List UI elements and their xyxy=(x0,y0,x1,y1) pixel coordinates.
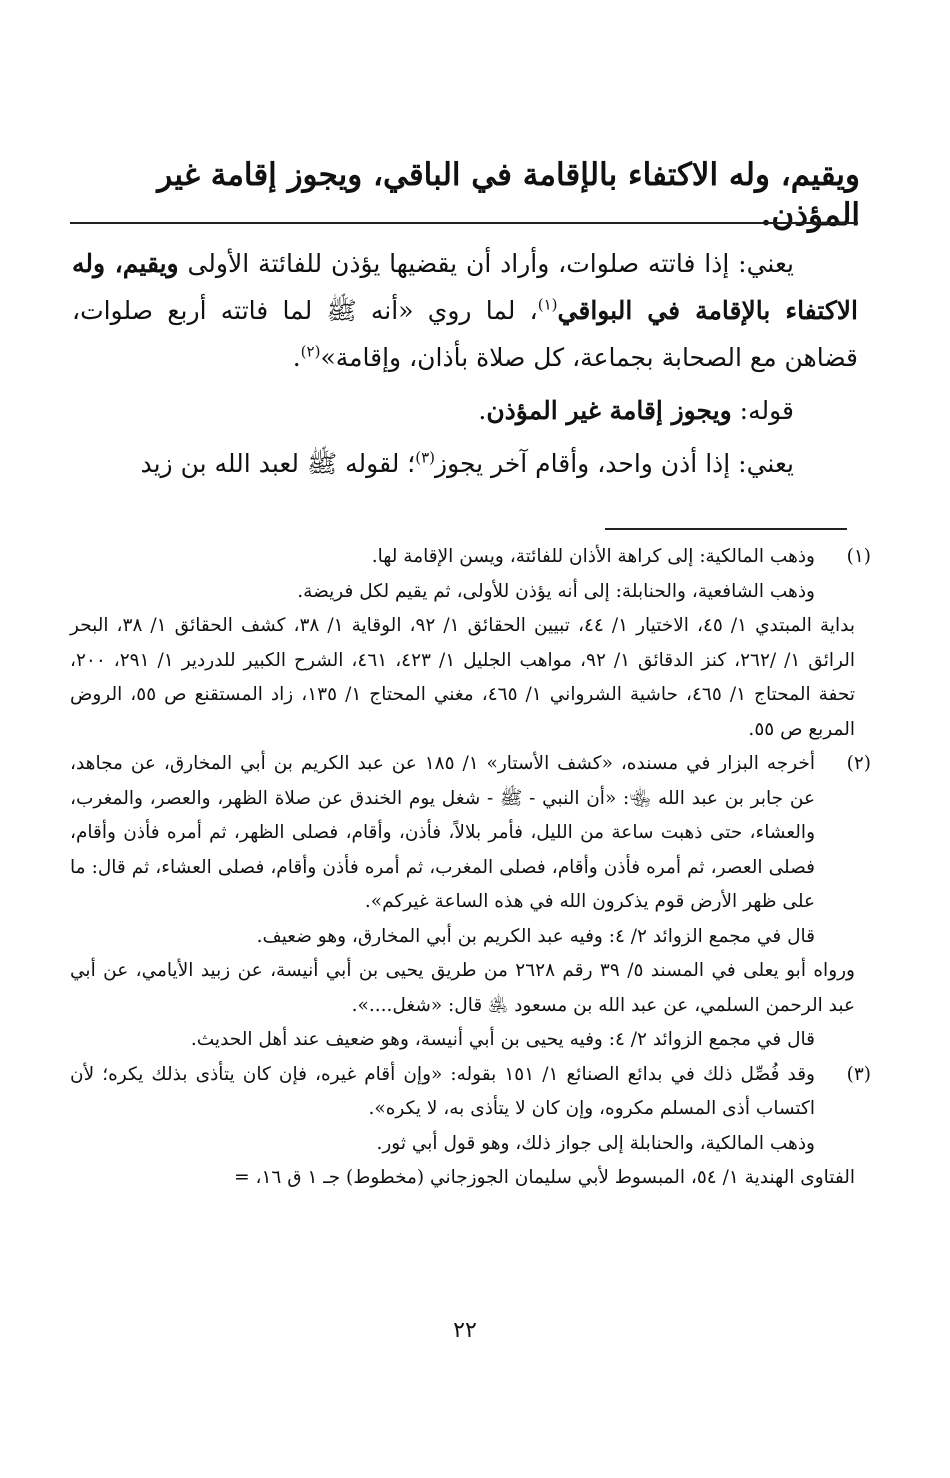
footnote-number: (٢) xyxy=(846,753,871,774)
footnote-ref-1[interactable]: (١) xyxy=(537,295,558,314)
footnote-ref-3[interactable]: (٣) xyxy=(415,448,436,467)
footnote-number: (٣) xyxy=(846,1063,871,1085)
commentary-paragraph-3: يعني: إذا أذن واحد، وأقام آخر يجوز$^{(٣)}$؛ لقوله ﷺ لعبد الله بن زيد xyxy=(140,448,794,478)
footnotes xyxy=(70,540,871,1196)
matn-header: ويقيم، وله الاكتفاء بالإقامة في الباقي، ويجوز إقامة غير المؤذن. xyxy=(157,157,860,234)
commentary-paragraph-1: يعني: إذا فاتته صلوات، وأراد أن يقضيها يؤذن للفائتة الأولى ويقيم، وله الاكتفاء بالإقامة في البواقي$^{(١)}$، لما روي «أنه ﷺ لما فاتته أربع صلوات، قضاهن مع الصحابة بجماعة، كل صلاة بأذان، وإقامة»$^{(٢)}$. xyxy=(72,249,858,372)
commentary-paragraph-2: قوله: ويجوز إقامة غير المؤذن. xyxy=(478,396,794,425)
matn-quote-bold: ويقيم، وله الاكتفاء بالإقامة في البواقي xyxy=(72,249,858,325)
footnote-ref-2[interactable]: (٢) xyxy=(300,342,321,361)
footnote-2: (٢) أخرجه البزار في مسنده، «كشف الأستار» ١/ ١٨٥ عن عبد الكريم بن أبي المخارق، عن مجاهد، عن جابر بن عبد الله ﵄: «أن النبي - ﷺ - شغل يوم الخندق عن صلاة الظهر، والعصر، والمغرب، والعشاء، حتى ذهبت ساعة من الليل، فأمر بلالاً، فأذن، وأقام، فصلى الظهر، ثم أمره فأذن وأقام، فصلى العصر، ثم أمره فأذن وأقام، فصلى المغرب، ثم أمره فأذن وأقام، فصلى العشاء، ثم قال: ما على ظهر الأرض قوم يذكرون الله في هذه الساعة غيركم». قال في مجمع الزوائد ٢/ ٤: وفيه عبد الكريم بن أبي المخارق، وهو ضعيف. ورواه أبو يعلى في المسند ٥/ ٣٩ رقم ٢٦٢٨ من طريق يحيى بن أبي أنيسة، عن زبيد الأيامي، عن أبي عبد الرحمن السلمي، عن عبد الله بن مسعود ﵁ قال: «شغل....». قال في مجمع الزوائد ٢/ ٤: وفيه يحيى بن أبي أنيسة، وهو ضعيف عند أهل الحديث. xyxy=(70,747,855,1058)
footnote-separator xyxy=(605,528,847,530)
footnote-1: (١) وذهب المالكية: إلى كراهة الأذان للفائتة، ويسن الإقامة لها. وذهب الشافعية، والحنابلة: إلى أنه يؤذن للأولى، ثم يقيم لكل فريضة. بداية المبتدي ١/ ٤٥، الاختيار ١/ ٤٤، تبيين الحقائق ١/ ٩٢، الوقاية ١/ ٣٨، كشف الحقائق ١/ ٣٨، البحر الرائق ١/ /٢٦٢، كنز الدقائق ١/ ٩٢، مواهب الجليل ١/ ٤٢٣، ٤٦١، الشرح الكبير للدردير ١/ ٢٩١، ٢٠٠، تحفة المحتاج ١/ ٤٦٥، حاشية الشرواني ١/ ٤٦٥، مغني المحتاج ١/ ١٣٥، زاد المستقنع ص ٥٥، الروض المربع ص ٥٥. xyxy=(70,540,855,747)
matn-quote-bold: ويجوز إقامة غير المؤذن xyxy=(486,396,732,425)
matn-separator-rule xyxy=(70,222,858,224)
footnote-number: (١) xyxy=(846,546,871,567)
commentary-body xyxy=(72,240,858,487)
page-number: ٢٢ xyxy=(453,1318,477,1343)
footnote-3: (٣) وقد فُصِّل ذلك في بدائع الصنائع ١/ ١٥١ بقوله: «وإن أقام غيره، فإن كان يتأذى بذلك يكره؛ لأن اكتساب أذى المسلم مكروه، وإن كان لا يتأذى به، لا يكره». وذهب المالكية، والحنابلة إلى جواز ذلك، وهو قول أبي ثور. الفتاوى الهندية ١/ ٥٤، المبسوط لأبي سليمان الجوزجاني (مخطوط) جـ ١ ق ١٦، = xyxy=(70,1058,855,1196)
